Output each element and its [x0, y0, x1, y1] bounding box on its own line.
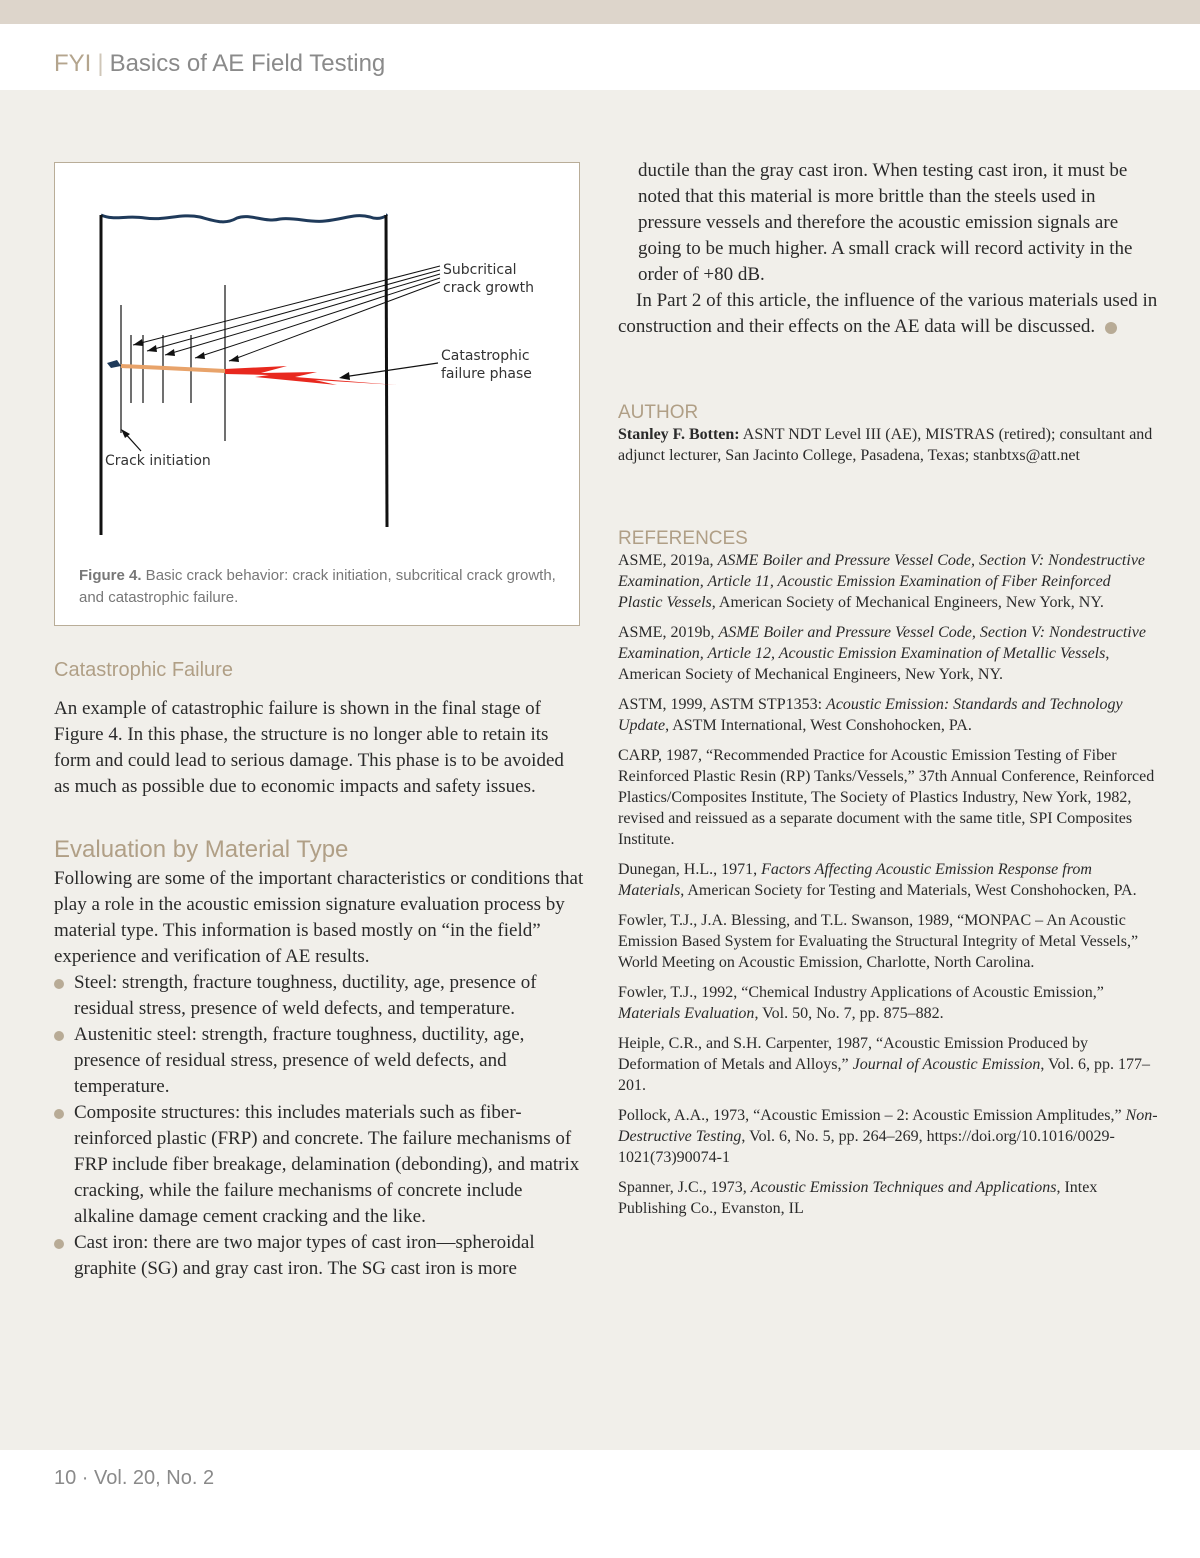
ref-text: ASME, 2019a, — [618, 552, 718, 569]
crack-diagram — [55, 163, 581, 627]
subcritical-crack-path — [121, 366, 225, 371]
reference-item — [618, 1177, 1158, 1219]
reference-item — [618, 745, 1158, 850]
catastrophic-heading: Catastrophic Failure — [54, 659, 233, 681]
list-item — [54, 1100, 584, 1230]
ref-text: , Intex Publishing Co., Evanston, IL — [618, 1179, 1098, 1217]
article-title: Basics of AE Field Testing — [109, 50, 386, 77]
caption-number: Figure 4. — [79, 567, 142, 584]
ref-text: Fowler, T.J., 1992, “Chemical Industry Applications of Acoustic Emission,” — [618, 984, 1104, 1001]
part2-text: In Part 2 of this article, the influence of the various materials used in construction and their effects on the AE data will be discussed. — [618, 290, 1158, 337]
list-item-text: Cast iron: there are two major types of cast iron—spheroidal graphite (SG) and gray cast iron. The SG cast iron is more — [74, 1232, 535, 1279]
header-separator: | — [97, 50, 104, 77]
label-crack-initiation: Crack initiation — [105, 453, 211, 469]
list-item — [54, 1230, 584, 1282]
figure-caption — [79, 565, 559, 609]
subcritical-arrow-1 — [133, 266, 440, 345]
list-item — [54, 1022, 584, 1100]
header-title — [54, 50, 385, 78]
list-item-text: Steel: strength, fracture toughness, ductility, age, presence of residual stress, presence of weld defects, and temperature. — [74, 972, 537, 1019]
ref-title: Materials Evaluation — [618, 1005, 755, 1022]
author-name: Stanley F. Botten: — [618, 426, 740, 443]
author-bio — [618, 424, 1158, 466]
list-item-text: Composite structures: this includes materials such as fiber-reinforced plastic (FRP) and concrete. The failure mechanisms of FRP include fiber breakage, delamination (debonding), and matrix cracking, while the failure mechanisms of concrete include alkaline damage cement cracking and the like. — [74, 1102, 580, 1227]
ref-text: ASTM, 1999, ASTM STP1353: — [618, 696, 827, 713]
ref-text: , American Society for Testing and Materials, West Conshohocken, PA. — [680, 882, 1137, 899]
notch-tip — [107, 360, 121, 368]
author-heading: AUTHOR — [618, 402, 699, 423]
evaluation-heading: Evaluation by Material Type — [54, 836, 349, 863]
ref-title: Acoustic Emission Techniques and Applications — [750, 1179, 1057, 1196]
top-color-band — [0, 0, 1200, 24]
label-subcritical-1: Subcritical — [443, 262, 517, 278]
ref-title: Non-Destructive Testing — [618, 1107, 1158, 1145]
reference-item — [618, 859, 1158, 901]
catastrophic-crack — [225, 366, 397, 385]
ref-text: , Vol. 6, pp. 177–201. — [618, 1056, 1150, 1094]
material-list — [54, 970, 584, 1282]
bullet-dot — [54, 1239, 64, 1249]
list-item — [54, 970, 584, 1022]
reference-list — [618, 550, 1158, 1219]
ref-text: Fowler, T.J., J.A. Blessing, and T.L. Swanson, 1989, “MONPAC – An Acoustic Emission Based System for Evaluating the Structural Integrity of Metal Vessels,” World Meeting on Acoustic Emission, Charlotte, North Carolina. — [618, 912, 1139, 971]
references-section — [618, 528, 1158, 1228]
ref-title: Acoustic Emission: Standards and Technology Update — [618, 696, 1123, 734]
folio: 10 · Vol. 20, No. 2 — [54, 1467, 215, 1489]
caption-text: Basic crack behavior: crack initiation, subcritical crack growth, and catastrophic failure. — [79, 567, 556, 606]
evaluation-intro: Following are some of the important characteristics or conditions that play a role in the acoustic emission signature evaluation process by material type. This information is based mostly on “in the field” experience and verification of AE results. — [54, 868, 584, 967]
ref-title: ASME Boiler and Pressure Vessel Code, Section V: Nondestructive Examination, Article 11, Acoustic Emission Examination of Fiber Reinforced Plastic Vessels — [618, 552, 1146, 611]
ref-text: , American Society of Mechanical Engineers, New York, NY. — [711, 594, 1104, 611]
ref-title: Factors Affecting Acoustic Emission Response from Materials — [618, 861, 1092, 899]
label-subcritical-2: crack growth — [443, 280, 534, 296]
ref-text: , Vol. 6, No. 5, pp. 264–269, https://doi.org/10.1016/0029-1021(73)90074-1 — [618, 1128, 1115, 1166]
figure-4 — [54, 162, 580, 626]
bullet-dot — [54, 1109, 64, 1119]
continuation-section — [618, 158, 1158, 340]
subcritical-arrow-5 — [229, 282, 440, 361]
reference-item — [618, 550, 1158, 613]
ref-text: , Vol. 50, No. 7, pp. 875–882. — [754, 1005, 944, 1022]
catastrophic-section — [54, 659, 584, 800]
evaluation-section — [54, 836, 584, 1282]
ref-text: Pollock, A.A., 1973, “Acoustic Emission – 2: Acoustic Emission Amplitudes,” — [618, 1107, 1126, 1124]
references-heading: REFERENCES — [618, 528, 748, 549]
label-catastrophic-2: failure phase — [441, 366, 532, 382]
reference-item — [618, 1105, 1158, 1168]
ref-text: Dunegan, H.L., 1971, — [618, 861, 762, 878]
label-catastrophic-1: Catastrophic — [441, 348, 530, 364]
ref-title: ASME Boiler and Pressure Vessel Code, Section V: Nondestructive Examination, Article 12, Acoustic Emission Examination of Metallic Vessels — [618, 624, 1146, 662]
catastrophic-arrow — [343, 363, 438, 377]
subcritical-arrow-4 — [195, 278, 440, 358]
catastrophic-paragraph: An example of catastrophic failure is shown in the final stage of Figure 4. In this phase, the structure is no longer able to retain its form and could lead to serious damage. This phase is to be avoided as much as possible due to economic impacts and safety issues. — [54, 698, 564, 797]
ref-text: CARP, 1987, “Recommended Practice for Acoustic Emission Testing of Fiber Reinforced Plastic Resin (RP) Tanks/Vessels,” 37th Annual Conference, Reinforced Plastics/Composites Institute, The Society of Plastics Industry, New York, 1982, revised and reissued as a separate document with the same title, SPI Composites Institute. — [618, 747, 1155, 848]
fracture-top-edge — [101, 215, 386, 222]
ref-text: Heiple, C.R., and S.H. Carpenter, 1987, “Acoustic Emission Produced by Deformation of Metals and Alloys,” — [618, 1035, 1088, 1073]
reference-item — [618, 910, 1158, 973]
section-label: FYI — [54, 50, 92, 77]
reference-item — [618, 1033, 1158, 1096]
list-item-text: Austenitic steel: strength, fracture toughness, ductility, age, presence of residual stress, presence of weld defects, and temperature. — [74, 1024, 525, 1097]
ref-text: ASME, 2019b, — [618, 624, 719, 641]
subcritical-arrow-3 — [165, 274, 440, 355]
subcritical-arrow-2 — [147, 270, 440, 351]
ref-text: Spanner, J.C., 1973, — [618, 1179, 751, 1196]
end-mark — [1105, 322, 1117, 334]
reference-item — [618, 982, 1158, 1024]
bullet-dot — [54, 979, 64, 989]
ref-text: , American Society of Mechanical Engineers, New York, NY. — [618, 645, 1110, 683]
ref-title: Journal of Acoustic Emission — [852, 1056, 1041, 1073]
author-bio-text: ASNT NDT Level III (AE), MISTRAS (retired); consultant and adjunct lecturer, San Jacinto College, Pasadena, Texas; stanbtxs@att.net — [618, 426, 1153, 464]
bullet-continuation: ductile than the gray cast iron. When testing cast iron, it must be noted that this material is more brittle than the steels used in pressure vessels and therefore the acoustic emission signals are going to be much higher. A small crack will record activity in the order of +80 dB. — [638, 160, 1133, 285]
author-section — [618, 402, 1158, 466]
ref-text: , ASTM International, West Conshohocken, PA. — [665, 717, 972, 734]
bullet-dot — [54, 1031, 64, 1041]
part2-paragraph — [618, 288, 1158, 340]
reference-item — [618, 622, 1158, 685]
reference-item — [618, 694, 1158, 736]
